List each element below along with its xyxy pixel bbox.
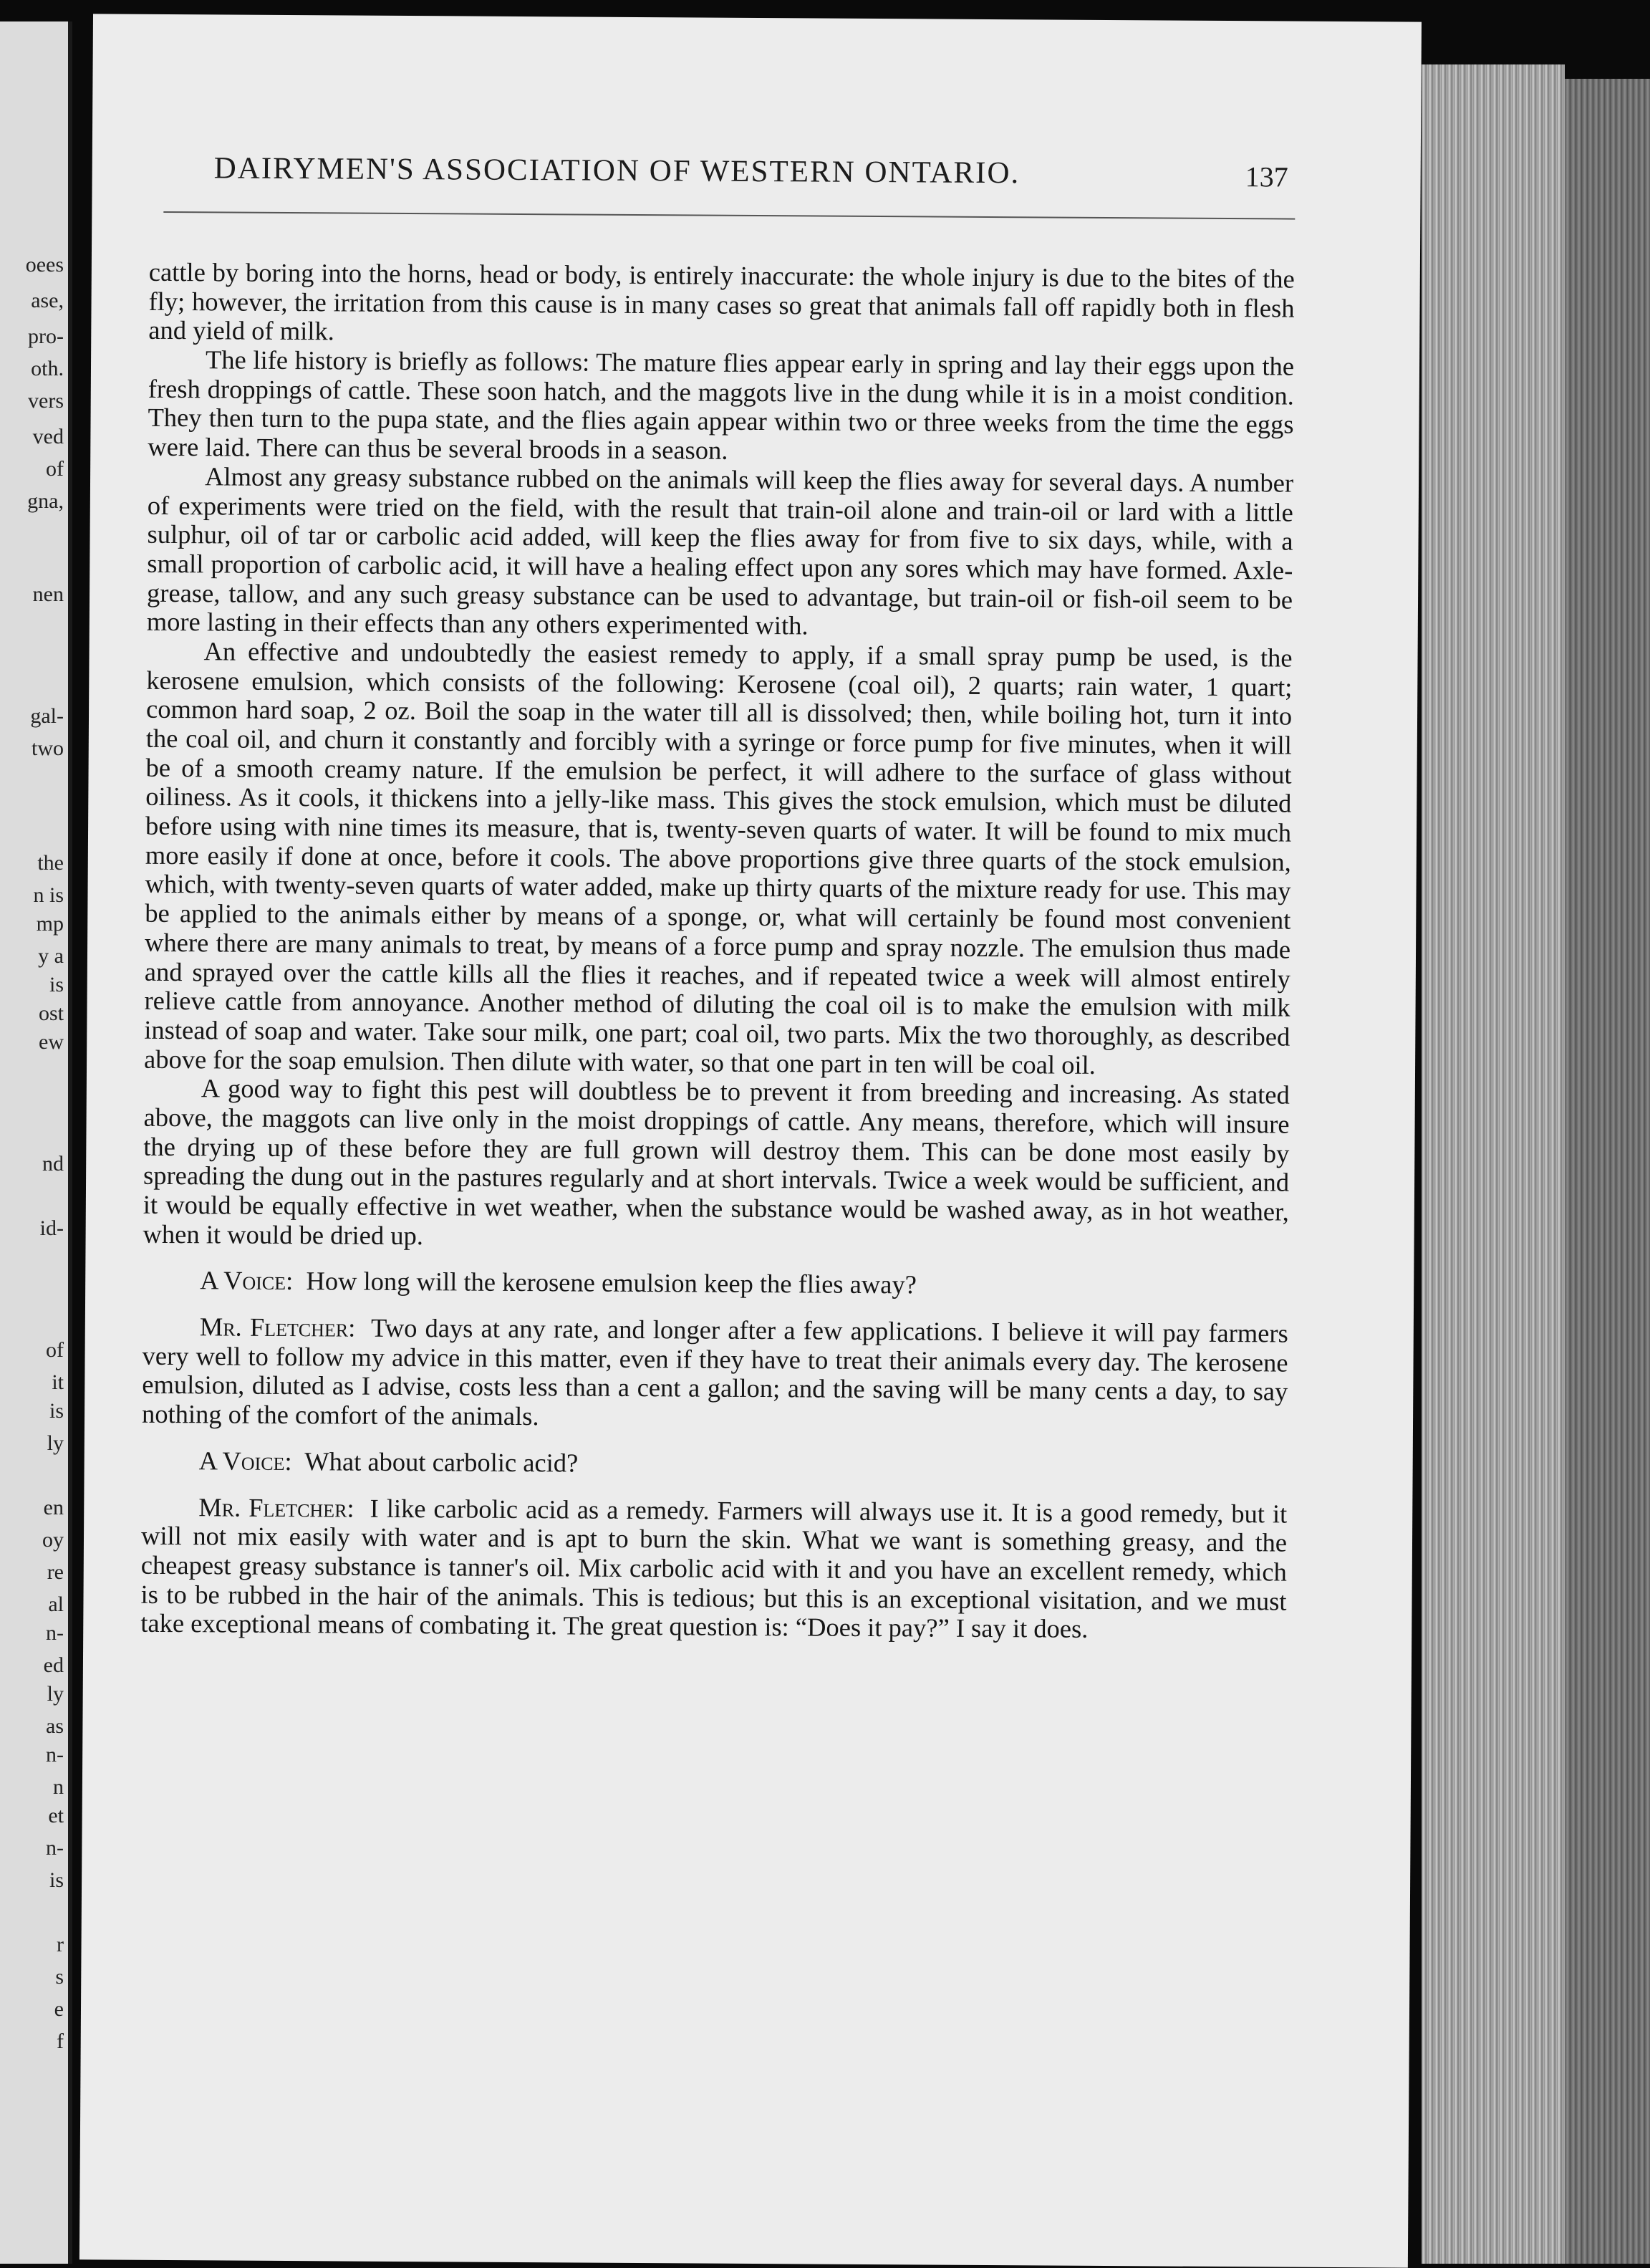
facing-page-word-fragment: al [48, 1592, 64, 1616]
facing-page-word-fragment: oees [25, 253, 64, 277]
facing-page-word-fragment: two [32, 736, 64, 760]
speech: Two days at any rate, and longer after a few applications. I believe it will pay farmers very well to follow my advice in this matter, even if they have to treat their animals every day. The kerosene emulsion, diluted as I advise, costs less than a cent a gallon; and the saving will be many cents a day, to say nothing of the comfort of the animals. [141, 1312, 1288, 1431]
speaker: Mr. Fletcher: [198, 1491, 354, 1523]
facing-page-word-fragment: is [49, 973, 64, 996]
facing-page-word-fragment: ed [43, 1653, 64, 1677]
facing-page-word-fragment: ost [38, 1001, 64, 1025]
facing-page-word-fragment: ved [32, 425, 64, 448]
facing-page-word-fragment: s [55, 1965, 64, 1989]
dialogue-line [142, 1446, 1288, 1482]
facing-page-word-fragment: n- [46, 1621, 64, 1645]
body-text [140, 258, 1295, 1645]
facing-page-word-fragment: nd [42, 1152, 64, 1176]
book-block-edge [1565, 79, 1650, 2264]
facing-page-word-fragment: of [46, 457, 64, 481]
dialogue-line [142, 1312, 1288, 1436]
facing-page-word-fragment: ase, [31, 289, 64, 312]
facing-page-word-fragment: vers [28, 389, 64, 413]
paragraph: An effective and undoubtedly the easiest remedy to apply, if a small spray pump be used, is the kerosene emulsion, which consists of the following: Kerosene (coal oil), 2 quarts; rain water, 1 quart; common hard soap, 2 oz. Boil the soap in the water till all is dissolved; then, while boiling hot, turn it into the coal oil, and churn it constantly and forcibly with a syringe or force pump for five minutes, when it will be of a smooth creamy nature. If the emulsion be perfect, it will adhere to the surface of glass without oiliness. As it cools, it thickens into a jelly-like mass. This gives the stock emulsion, which must be diluted before using with nine times its measure, that is, twenty-seven quarts of water. It will be found to mix much more easily if done at once, before it cools. The above proportions give three quarts of the stock emulsion, which, with twenty-seven quarts of water added, make up thirty quarts of the mixture ready for use. This may be applied to the animals either by means of a sponge, or, what will certainly be found most convenient where there are many animals to treat, by means of a force pump and spray nozzle. The emulsion thus made and sprayed over the cattle kills all the flies it reaches, and if repeated twice a week will almost entirely relieve cattle from annoyance. Another method of diluting the coal oil is to make the emulsion with milk instead of soap and water. Take sour milk, one part; coal oil, two parts. Mix the two thoroughly, as described above for the soap emulsion. Then dilute with water, so that one part in ten will be coal oil. [143, 636, 1293, 1080]
speaker: A Voice: [200, 1265, 294, 1296]
paragraph: Almost any greasy substance rubbed on the animals will keep the flies away for several days. A number of experiments were tried on the field, with the result that train-oil alone and train-oil or lard with a little sulphur, oil of tar or carbolic acid added, will keep the flies away for from five to six days, while, with a small proportion of carbolic acid, it will have a healing effect upon any sores which may have formed. Axle-grease, tallow, and any such greasy substance can be used to advantage, but train-oil or fish-oil seem to be more lasting in their effects than any others experimented with. [146, 461, 1294, 640]
facing-page-word-fragment: as [46, 1714, 64, 1738]
facing-page-margin [0, 21, 72, 2264]
facing-page-word-fragment: ly [47, 1431, 64, 1455]
facing-page-word-fragment: n- [46, 1836, 64, 1860]
facing-page-word-fragment: of [46, 1338, 64, 1362]
header-rule [163, 211, 1295, 220]
paragraph: A good way to fight this pest will doubtless be to prevent it from breeding and increasing. As stated above, the maggots can live only in the moist droppings of cattle. Any means, therefore, which will insure the drying up of these before they are full grown will destroy them. This can be done most easily by spreading the dung out in the pastures regularly and at short intervals. Twice a week would be sufficient, and it would be equally effective in wet weather, when the substance would be washed away, as in hot weather, when it would be dried up. [143, 1073, 1290, 1250]
facing-page-word-fragment: ew [39, 1030, 64, 1054]
page-number: 137 [1245, 160, 1288, 193]
facing-page-word-fragment: gal- [30, 704, 64, 728]
running-head [213, 150, 1288, 200]
facing-page-word-fragment: is [49, 1399, 64, 1423]
dialogue-line [140, 1492, 1287, 1645]
speaker: Mr. Fletcher: [199, 1312, 356, 1342]
facing-page-word-fragment: re [47, 1560, 64, 1584]
facing-page-word-fragment: pro- [28, 325, 64, 348]
speaker: A Voice: [198, 1446, 292, 1476]
facing-page-word-fragment: gna, [27, 489, 64, 513]
facing-page-word-fragment: n is [33, 883, 64, 907]
facing-page-word-fragment: n [53, 1775, 64, 1799]
facing-page-word-fragment: id- [39, 1216, 64, 1240]
facing-page-word-fragment: et [48, 1804, 64, 1827]
facing-page-word-fragment: the [37, 851, 64, 875]
facing-page-word-fragment: en [43, 1496, 64, 1519]
facing-page-word-fragment: nen [32, 582, 64, 606]
facing-page-word-fragment: oy [42, 1528, 64, 1552]
speech: What about carbolic acid? [304, 1446, 579, 1478]
paragraph: The life history is briefly as follows: The mature flies appear early in spring and lay their eggs upon the fresh droppings of cattle. These soon hatch, and the maggots live in the dung while it is in a moist condition. They then turn to the pupa state, and the flies again appear within two or three weeks from the time the eggs were laid. There can thus be several broods in a season. [148, 345, 1295, 465]
paragraph: cattle by boring into the horns, head or body, is entirely inaccurate: the whole injury is due to the bites of the fly; however, the irritation from this cause is in many cases so great that animals fall off rapidly both in flesh and yield of milk. [148, 256, 1295, 346]
facing-page-word-fragment: ly [47, 1682, 64, 1706]
dialogue-line [143, 1266, 1288, 1302]
facing-page-word-fragment: e [54, 1997, 64, 2021]
facing-page-word-fragment: it [52, 1370, 64, 1394]
page-edges [1422, 64, 1565, 2264]
facing-page-word-fragment: f [57, 2029, 64, 2053]
facing-page-word-fragment: n- [46, 1743, 64, 1767]
running-title: DAIRYMEN'S ASSOCIATION OF WESTERN ONTARIO. [213, 151, 1021, 191]
facing-page-word-fragment: y a [38, 944, 64, 968]
facing-page-word-fragment: mp [36, 912, 64, 936]
speech: How long will the kerosene emulsion keep the flies away? [306, 1266, 917, 1299]
speech: I like carbolic acid as a remedy. Farmers will always use it. It is a good remedy, but it will not mix easily with water and is apt to burn the skin. What we want is something greasy, and the cheapest greasy substance is tanner's oil. Mix carbolic acid with it and you have an excellent remedy, which is to be rubbed in the hair of the animals. This is tedious; but this is an exceptional visitation, and we must take exceptional means of combating it. The great question is: “Does it pay?” I say it does. [140, 1493, 1288, 1644]
book-page [79, 14, 1422, 2267]
facing-page-word-fragment: r [57, 1933, 64, 1956]
facing-page-word-fragment: is [49, 1868, 64, 1892]
facing-page-word-fragment: oth. [31, 357, 64, 380]
